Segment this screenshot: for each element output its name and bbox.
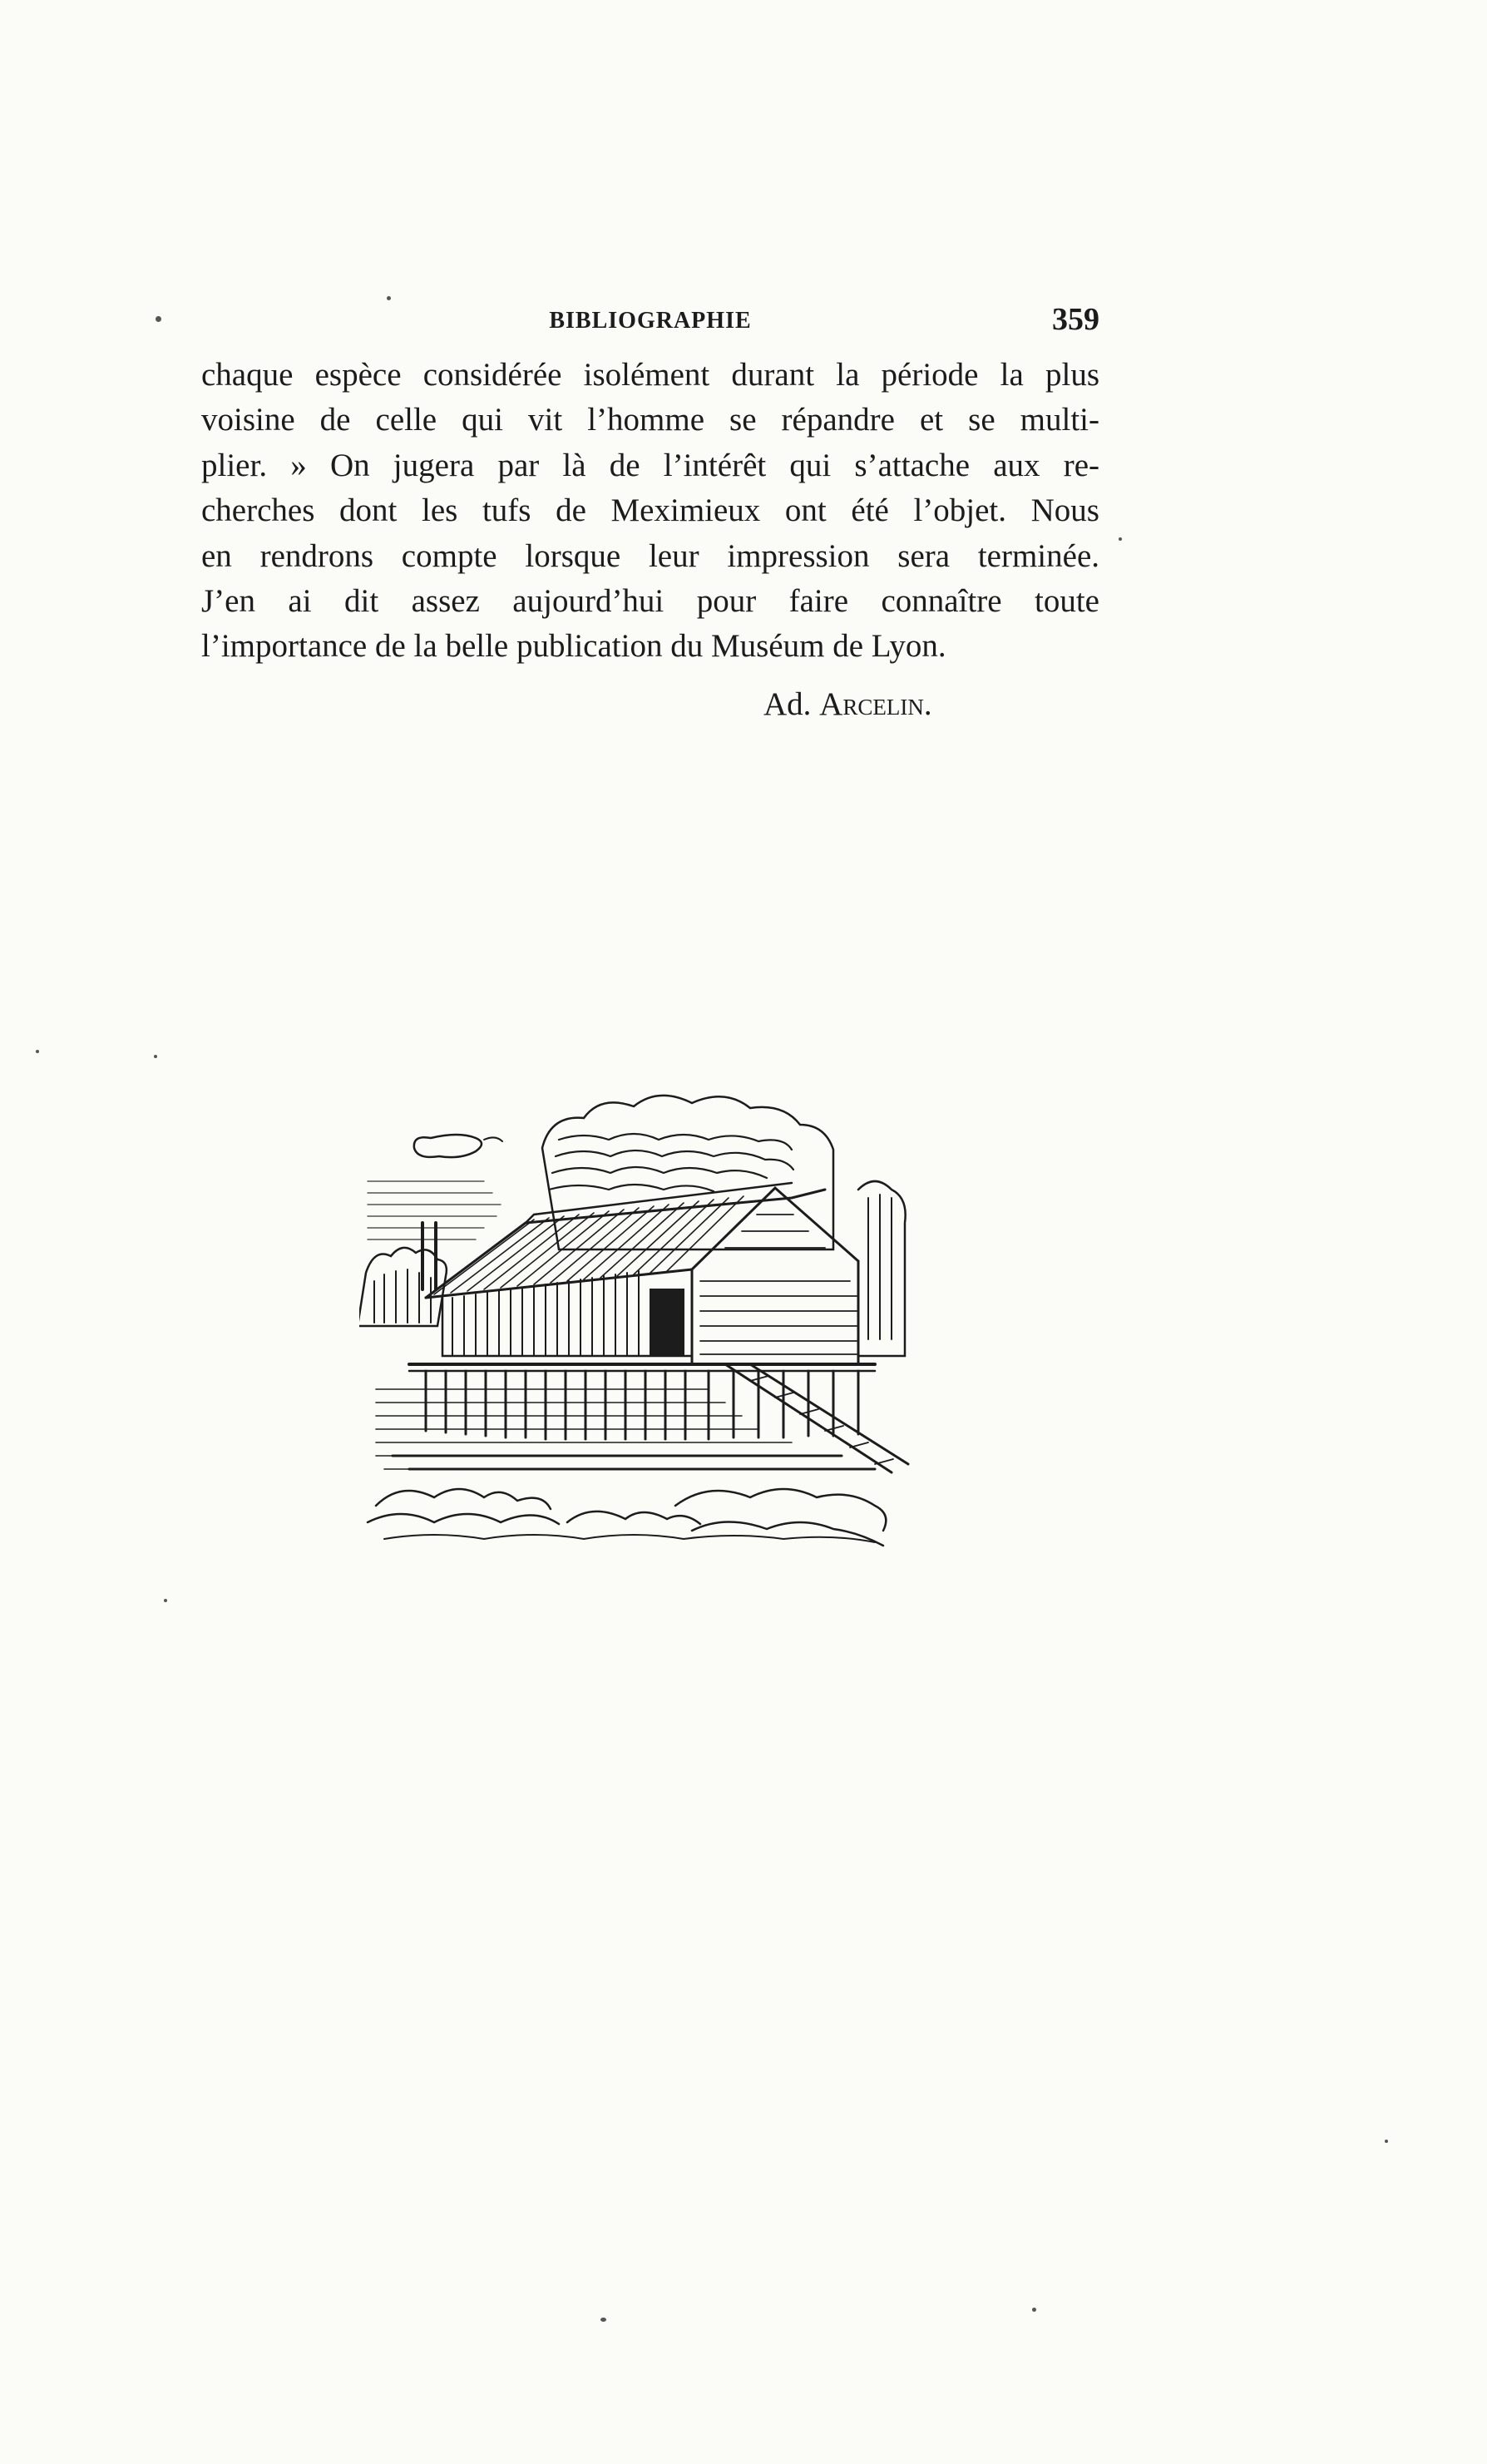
paper-speck xyxy=(154,1055,157,1058)
paper-speck xyxy=(1119,537,1122,541)
text-line: plier. » On jugera par là de l’intérêt qui s’attache aux re- xyxy=(201,447,1099,483)
page-number: 359 xyxy=(1052,302,1099,337)
paper-speck xyxy=(387,296,391,300)
stilt-house-engraving-icon xyxy=(359,1090,925,1556)
signature-name: Arcelin. xyxy=(819,686,932,722)
author-signature xyxy=(763,685,932,723)
text-line: cherches dont les tufs de Meximieux ont été l’objet. Nous xyxy=(201,492,1099,529)
paper-speck xyxy=(600,2318,606,2322)
text-line: voisine de celle qui vit l’homme se répandre et se multi- xyxy=(201,402,1099,438)
running-head xyxy=(201,301,1099,343)
signature-prefix: Ad. xyxy=(763,686,812,722)
text-line: chaque espèce considérée isolément durant la période la plus xyxy=(201,357,1099,393)
paper-speck xyxy=(164,1599,167,1602)
body-text xyxy=(201,353,1099,670)
paper-speck xyxy=(156,316,161,322)
text-line: l’importance de la belle publication du Muséum de Lyon. xyxy=(201,628,946,665)
paper-speck xyxy=(1385,2140,1388,2143)
text-line: en rendrons compte lorsque leur impression sera terminée. xyxy=(201,537,1099,574)
paper-speck xyxy=(1032,2308,1036,2312)
text-line: J’en ai dit assez aujourd’hui pour faire connaître toute xyxy=(201,583,1099,620)
running-title: BIBLIOGRAPHIE xyxy=(549,308,752,334)
paper-speck xyxy=(36,1050,39,1053)
